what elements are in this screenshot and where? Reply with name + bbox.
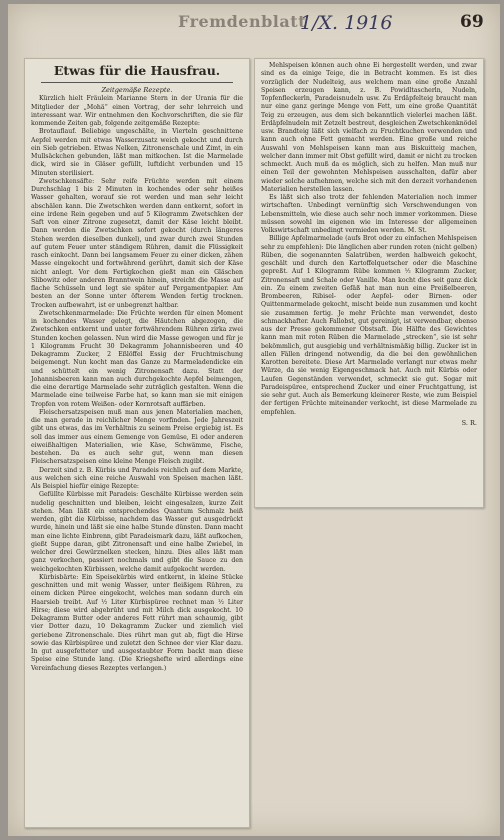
article-title: Etwas für die Hausfrau. <box>41 62 233 83</box>
page-number: 69 <box>460 12 484 32</box>
clipping-right-column <box>254 58 484 508</box>
article-subtitle: Zeitgemäße Rezepte. <box>101 86 173 94</box>
clipping-left-column <box>24 58 250 828</box>
paragraph: Es läßt sich also trotz der fehlenden Materialien noch immer wirtschaften. Unbedingt vernünftig sich Verschwendungen von Lebensmitteln, wie diese auch sehr noch immer vorkommen. Diese müssen sowohl im eigenen wie im Interesse der allgemeinen Volkswirtschaft unbedingt vermieden werden. M. St. <box>261 194 477 234</box>
article-intro: Kürzlich hielt Fräulein Marianne Stern in der Urania für die Mitglieder der „Mohä“ einen Vortrag, der sehr lehrreich und interessant war. Wir entnehmen den Kochvorschriften, die sie für kommende Zeiten gab, folgende zeitgemäße Rezepte: <box>31 95 243 127</box>
page-header <box>8 4 500 44</box>
paragraph: Kürbisbärte: Ein Speisekürbis wird entkernt, in kleine Stücke geschnitten und mit wenig Wasser, unter fleißigem Rühren, zu einem dicken Püree eingekocht, welches man sodann durch ein Haarsieb treibt. Auf ½ Liter Kürbispüree rechnet man ½ Liter Hirse; diese wird abgebrüht und mit Milch dick ausgekocht. 10 Dekagramm Butter oder anderes Fett rührt man schaumig, gibt vier Dotter dazu, 10 Dekagramm Zucker und ziemlich viel geriebene Zitronenschale. Dies rührt man gut ab, fügt die Hirse sowie das Kürbispüree und zuletzt den Schnee der vier Klar dazu. In gut ausgefetteter und ausgestaubter Form backt man diese Speise eine Stunde lang. (Die Kriegshefte wird allerdings eine Vereinfachung dieses Rezeptes verlangen.) <box>31 573 243 672</box>
paragraph: Zwetschkenmarmelade: Die Früchte werden für einen Moment in kochendes Wasser gelegt, die Häutchen abgezogen, die Zwetschken entkernt und unter fortwährendem Rühren zirka zwei Stunden kochen gelassen. Nun wird die Masse gewogen und für je 1 Kilogramm Frucht 30 Dekagramm Johannisbeeren und 40 Dekagramm Zucker, 2 Eßlöffel Essig der Fruchtmischung beigemengt. Nun kocht man das Ganze zu Marmeladendicke ein und schüttelt ein wenig Zitronensaft dazu. Statt der Johannisbeeren kann man auch durchgekochte Aepfel beimengen, die eine derartige Marmelade sehr zuträglich gestalten. Wenn die Marmelade eine teilweise Farbe hat, so kann man sie mit einigen Tropfen von rotem Weißen- oder Kornrotsaft auffärben. <box>31 309 243 408</box>
paragraph: Gefüllte Kürbisse mit Paradeis: Geschälte Kürbisse werden sein nudelig geschnitten und bleiben, leicht eingesalzen, kurze Zeit stehen. Man läßt ein entsprechendes Quantum Schmalz heiß werden, gibt die Kürbisse, nachdem das Wasser gut ausgedrückt wurde, hinein und läßt sie eine halbe Stunde dünsten. Dann macht man eine lichte Einbrenn, gibt Paradeismark dazu, läßt aufkochen, gießt Suppe daran, gibt Zitronensaft und eine halbe Zwiebel, in welcher drei Gewürznelken stecken, hinzu. Dies alles läßt man ganz verkochen, passiert nochmals und gibt die Sauce zu den weichgekochten Kürbissen, welche damit aufgekocht werden. <box>31 491 243 573</box>
paragraph: Billige Apfelmarmelade (aufs Brot oder zu einfachen Mehlspeisen sehr zu empfehlen): Die länglichen aber runden roten (nicht gelben) Rüben, die sogenannten Salatrüben, werden halbweich gekocht, geschält und durch den Kartoffelquetscher oder die Maschine gepreßt. Auf 1 Kilogramm Rübe kommen ½ Kilogramm Zucker, Zitronensaft und Schale oder Vanille. Man kocht dies seit ganz dick ein. Zu einem zweiten Gefäß hat man nun eine Preißelbeeren, Brombeeren, Ribisel- oder Aepfel- oder Birnen- oder Quittenmarmelade gekocht, mischt beide nun zusammen und kocht sie zusammen fertig. Je mehr Früchte man verwendet, desto schmackhafter. Auch Fallobst, gut gereinigt, ist verwendbar, ebenso aus der Presse gekommener Obstsaft. Die Hälfte des Gewichtes kann man mit roten Rüben die Marmelade „strecken“, sie ist sehr bekömmlich, gut ausgiebig und verhältnismäßig billig. Zucker ist in allen Fällen dringend notwendig, da die bei den gewöhnlichen Karotten bereitete. Diese Art Marmelade verlangt nur etwas mehr Würze, da sie wenig Eigengeschmack hat. Auch mit Kürbis oder Laufen Gegenständen verwendet, schmeckt sie gut. Sogar mit Paradeispüree, entsprechend Zucker und einer Fruchtgattung, ist sie sehr gut. Auch als Bemerkung kleinerer Reste, wie zum Beispiel der fertigen Früchte miteinander verkocht, ist diese Marmelade zu empfehlen. <box>261 235 477 416</box>
paragraph: Zwetschkensäfte: Sehr reife Früchte werden mit einem Durchschlag 1 bis 2 Minuten in kochendes oder sehr heißes Wasser gehalten, worauf sie rot werden und man sehr leicht abschälen kann. Die Zwetschken werden dann entkernt, sofort in eine irdene Rein gegeben und auf 5 Kilogramm Zwetschken der Saft von einer Zitrone zugesetzt, damit der Käse leicht bleibt. Dann werden die Zwetschken sofort gekocht (durch längeres Stehen werden dieselben dunkel), und zwar durch zwei Stunden auf gutem Feuer unter ständigem Rühren, damit die Flüssigkeit rasch einkocht. Dann bei langsamem Feuer zu einer dicken, zähen Masse eingekocht und fortwährend gerührt, damit sich der Käse nicht anlegt. Vor dem Fertigkochen gießt man ein Gläschen Slibowitz oder anderen Branntwein hinein, streicht die Masse auf flache Schüsseln und legt sie später auf Pergamentpapier. Am besten an der Sonne unter öfterem Wenden fertig trocknen. Trocken aufbewahrt, ist er unbegrenzt haltbar. <box>31 177 243 309</box>
paragraph: Brotauflauf. Beliebige ungeschälte, in Vierteln geschnittene Aepfel werden mit etwas Wasserzusatz weich gekocht und durch ein Sieb getrieben. Etwas Nelken, Zitronenschale und Zimt, in ein Mullsäckchen gebunden, läßt man mitkochen. Ist die Marmelade dick, wird sie in Gläser gefüllt, luftdicht verbunden und 15 Minuten sterilisiert. <box>31 128 243 177</box>
handwritten-date: 1/X. 1916 <box>300 12 393 34</box>
paragraph: Fleischersatzspeisen muß man aus jenen Materialien machen, die man gerade in reichlicher Menge vorfinden. Jede Jahreszeit gibt uns etwas, das im Verhältnis zu seinem Preise ergiebig ist. Es soll das immer aus einem Gemenge von Gemüse, Ei oder anderen eiweißhaltigen Materialien, wie Käse, Schwämme, Fische, bestehen. Da es auch sehr gut, wenn man diesen Fleischersatzspeisen eine kleine Menge Fleisch zugibt. <box>31 408 243 466</box>
article-signature: S. R. <box>461 418 477 427</box>
paragraph: Mehlspeisen können auch ohne Ei hergestellt werden, und zwar sind es da einige Teige, die in Betracht kommen. Es ist dies vorzüglich der Nudelteig, aus welchem man eine große Anzahl Speisen erzeugen kann, z. B. Powidltascherln, Nudeln, Topfenfleckerln, Paradeisnudeln usw. Zu Erdäpfelteig braucht man nur eine ganz geringe Menge von Fett, um eine große Quantität Teig zu erzeugen, aus dem sich bekanntlich vielerlei machen läßt. Erdäpfelnudeln mit Zetzelt bestreut, desgleichen Zwetschkenknödel usw. Brandteig läßt sich vielfach zu Fruchtkuchen verwenden und kann auch ohne Fett gemacht werden. Eine große und reiche Auswahl von Mehlspeisen kann man aus Biskuitteig machen, welcher dann immer mit Obst gefüllt wird, damit er nicht zu trocken schmeckt. Auch muß da es möglich, sich zu helfen. Man muß nur einen Teil der gewohnten Mehlspeisen ausschalten, dafür aber wieder solche aufnehmen, welche sich mit den derzeit vorhandenen Materialien herstellen lassen. <box>261 62 477 193</box>
scrapbook-page <box>8 4 500 836</box>
paragraph: Derzeit sind z. B. Kürbis und Paradeis reichlich auf dem Markte, aus welchen sich eine reiche Auswahl von Speisen machen läßt. Als Beispiel hiefür einige Rezepte: <box>31 466 243 490</box>
newspaper-name: Fremdenblatt <box>178 12 307 31</box>
